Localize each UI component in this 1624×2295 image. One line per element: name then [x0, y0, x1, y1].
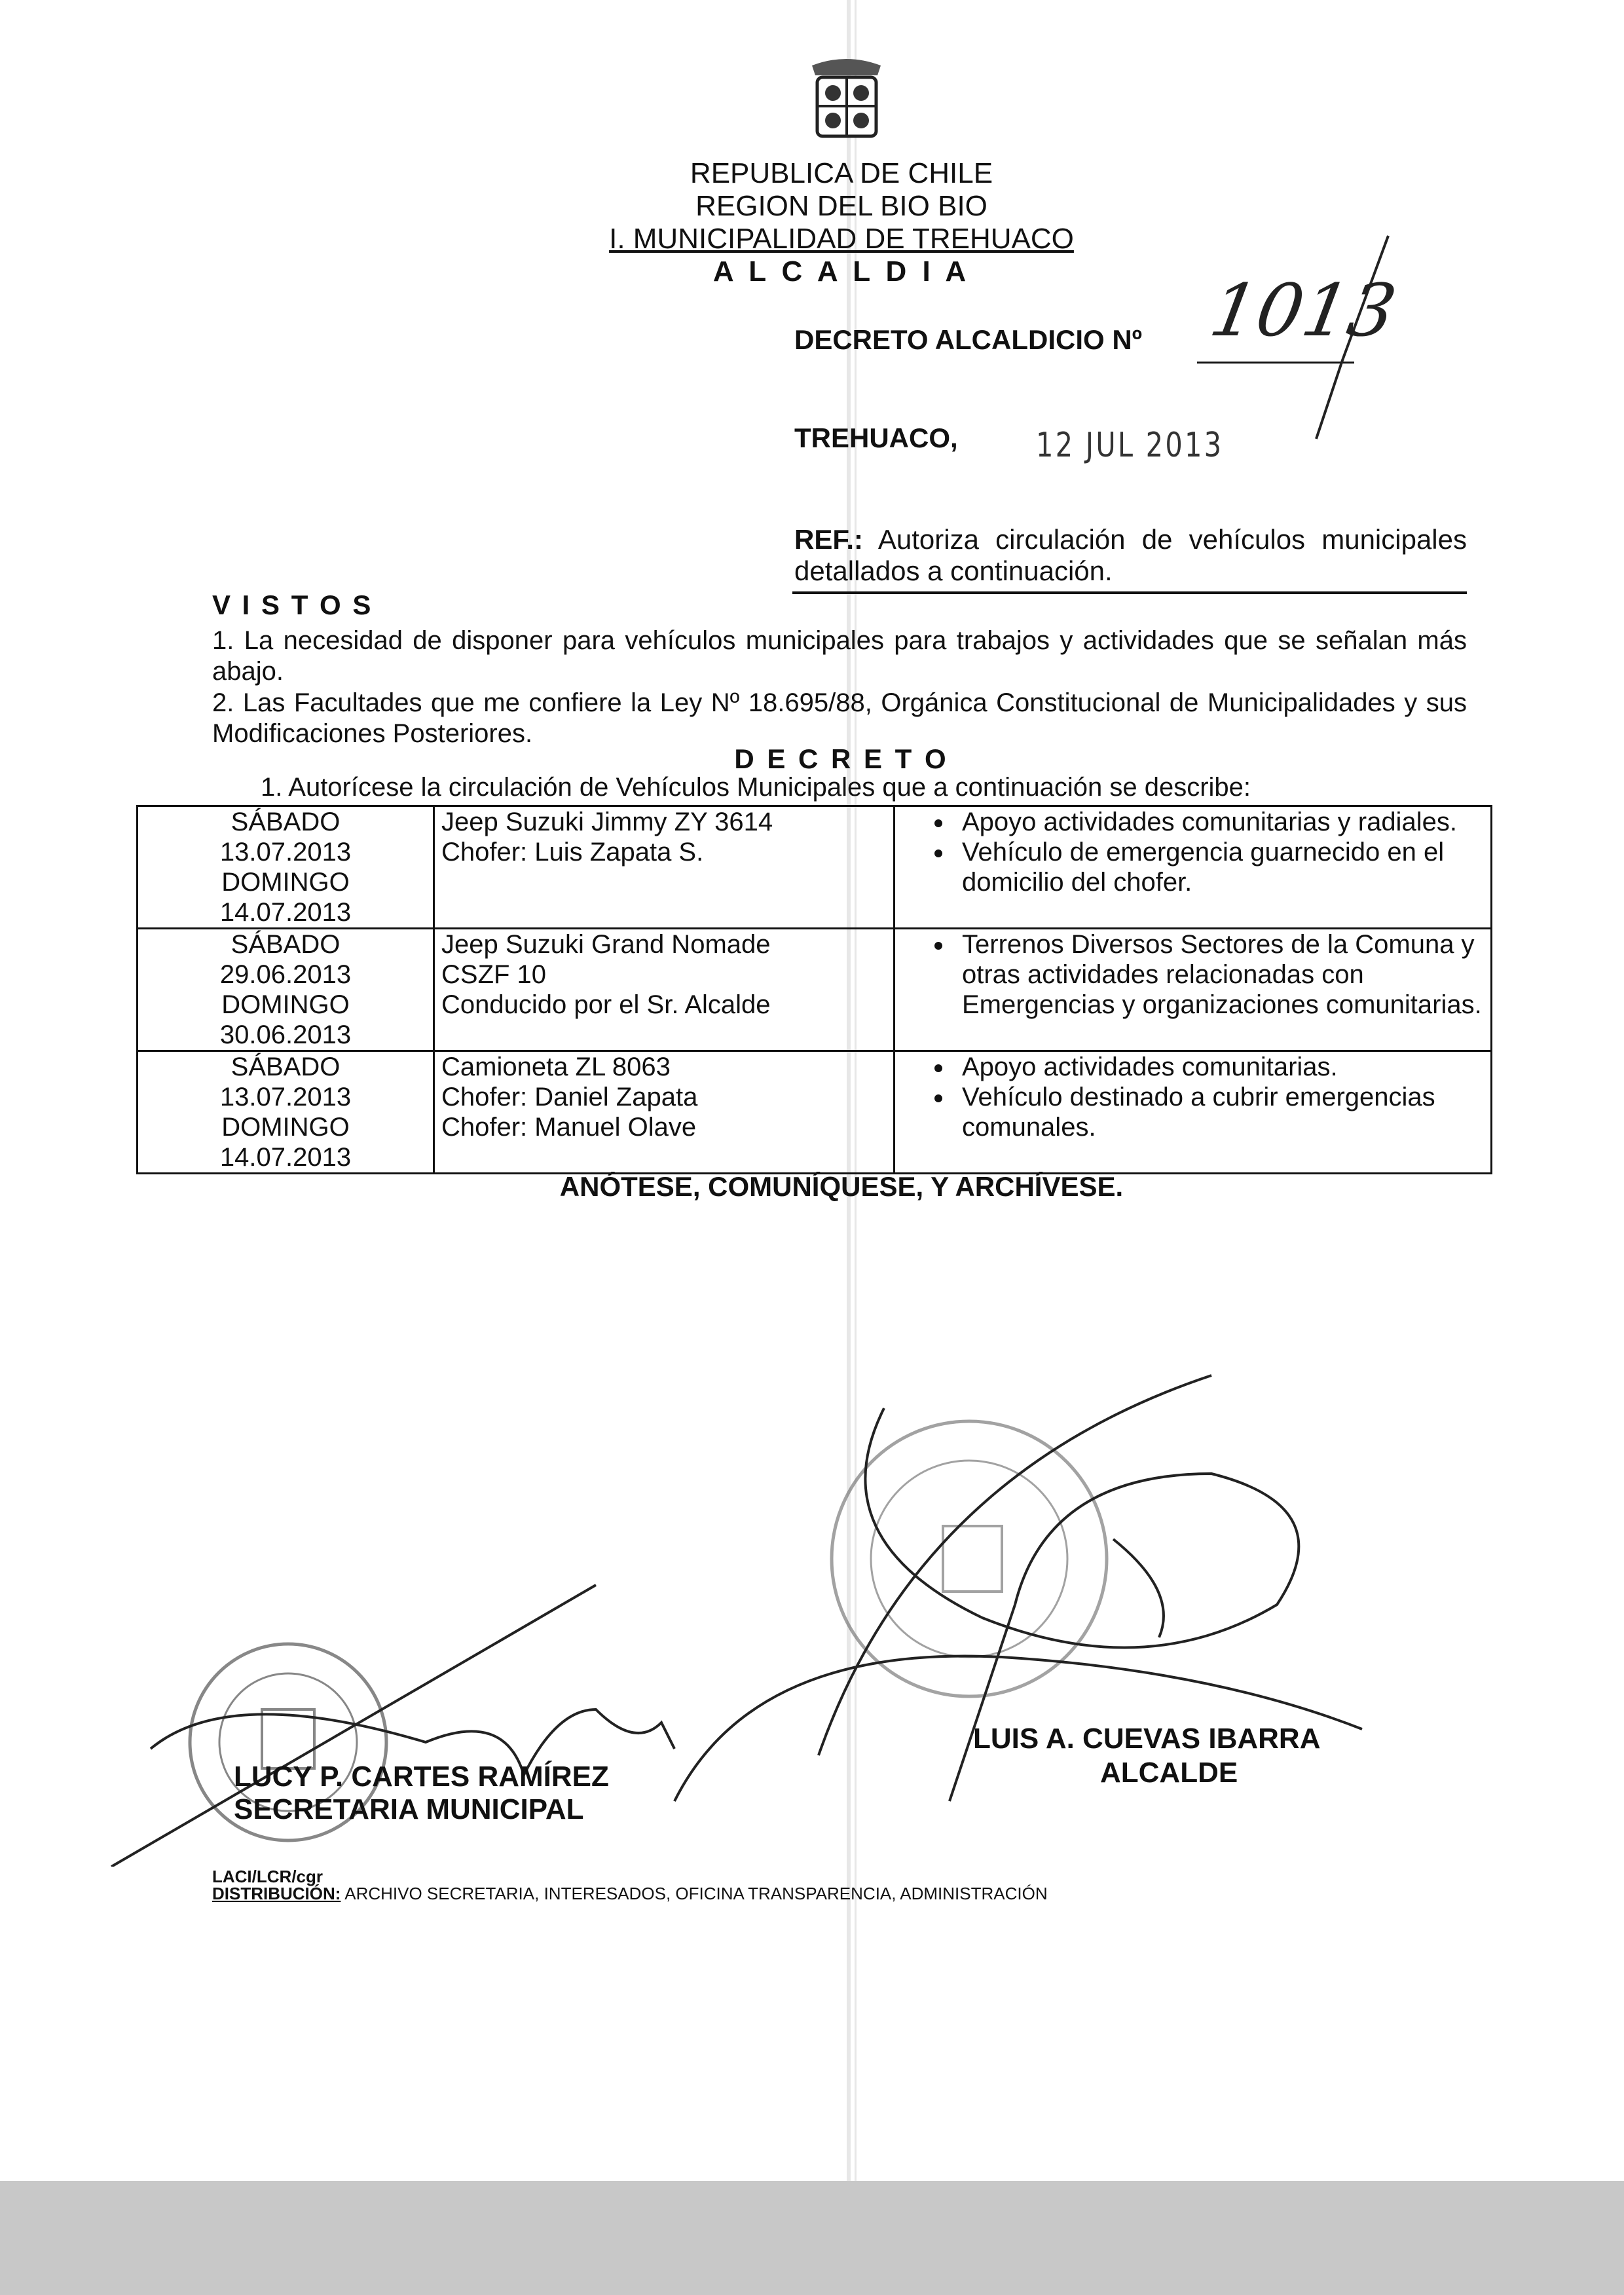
- date-line: SÁBADO: [231, 808, 341, 836]
- decree-number-handwritten: 1013: [1204, 269, 1403, 352]
- header-republica: REPUBLICA DE CHILE: [690, 157, 993, 189]
- purpose-cell: [895, 806, 1492, 929]
- reference: [794, 524, 1467, 587]
- vehicles-table: [136, 805, 1492, 1174]
- distribution: [212, 1884, 1048, 1904]
- purpose-cell: [895, 929, 1492, 1051]
- table-row: [138, 929, 1492, 1051]
- date-line: SÁBADO: [231, 930, 341, 959]
- table-row: [138, 806, 1492, 929]
- vistos-title: V I S T O S: [212, 589, 373, 620]
- date-line: SÁBADO: [231, 1053, 341, 1081]
- vehicle-cell: [434, 929, 895, 1051]
- vehicle-cell: [434, 1051, 895, 1174]
- purpose-item: • Vehículo destinado a cubrir emergencias comunales.: [954, 1082, 1484, 1142]
- table-row: [138, 1051, 1492, 1174]
- vistos-item-2: 2. Las Facultades que me confiere la Ley Nº 18.695/88, Orgánica Constitucional de Municipalidades y sus Modificaciones Posteriores.: [212, 688, 1467, 748]
- initials: LACI/LCR/cgr: [212, 1867, 323, 1886]
- vehicle-line: Chofer: Luis Zapata S.: [441, 838, 704, 867]
- ref-label: REF.:: [794, 524, 863, 555]
- purpose-cell: [895, 1051, 1492, 1174]
- distribution-text: ARCHIVO SECRETARIA, INTERESADOS, OFICINA TRANSPARENCIA, ADMINISTRACIÓN: [341, 1884, 1048, 1903]
- date-line: DOMINGO: [221, 990, 350, 1019]
- decree-number-label: DECRETO ALCALDICIO Nº: [794, 324, 1143, 355]
- date-line: DOMINGO: [221, 868, 350, 897]
- vehicle-line: Jeep Suzuki Grand Nomade: [441, 930, 771, 959]
- date-line: 14.07.2013: [219, 1143, 352, 1172]
- ref-text: Autoriza circulación de vehículos municipales detallados a continuación.: [794, 524, 1467, 586]
- closing-formula: ANÓTESE, COMUNÍQUESE, Y ARCHÍVESE.: [559, 1171, 1124, 1202]
- purpose-item: • Apoyo actividades comunitarias.: [954, 1052, 1484, 1082]
- vehicle-line: Conducido por el Sr. Alcalde: [441, 990, 771, 1019]
- scan-bottom-band: [0, 2181, 1624, 2295]
- decreto-title: D E C R E T O: [734, 743, 949, 774]
- dates-cell: [138, 929, 434, 1051]
- purpose-item: • Apoyo actividades comunitarias y radiales.: [954, 807, 1484, 837]
- vehicle-line: Chofer: Daniel Zapata: [441, 1083, 698, 1111]
- date-stamp: 12 JUL 2013: [1036, 426, 1224, 465]
- vistos-item-1: 1. La necesidad de disponer para vehículos municipales para trabajos y actividades que se señalan más abajo.: [212, 626, 1467, 686]
- right-signer-title: ALCALDE: [1100, 1757, 1238, 1789]
- header-municipality: I. MUNICIPALIDAD DE TREHUACO: [609, 223, 1074, 255]
- distribution-label: DISTRIBUCIÓN:: [212, 1884, 341, 1903]
- purpose-item: • Terrenos Diversos Sectores de la Comuna y otras actividades relacionadas con Emergencias y organizaciones comunitarias.: [954, 929, 1484, 1020]
- date-line: DOMINGO: [221, 1113, 350, 1142]
- vehicle-line: Camioneta ZL 8063: [441, 1053, 671, 1081]
- dates-cell: [138, 1051, 434, 1174]
- date-line: 29.06.2013: [219, 960, 352, 989]
- vehicle-line: Chofer: Manuel Olave: [441, 1113, 697, 1142]
- date-line: 30.06.2013: [219, 1020, 352, 1049]
- ref-underline: [792, 591, 1467, 594]
- header-region: REGION DEL BIO BIO: [695, 190, 987, 222]
- date-line: 13.07.2013: [219, 1083, 352, 1111]
- decreto-intro: 1. Autorícese la circulación de Vehículos Municipales que a continuación se describe:: [261, 773, 1251, 802]
- date-line: 14.07.2013: [219, 898, 352, 927]
- coat-of-arms-icon: [805, 52, 887, 147]
- vehicle-line: CSZF 10: [441, 960, 547, 989]
- purpose-item: • Vehículo de emergencia guarnecido en el domicilio del chofer.: [954, 837, 1484, 897]
- right-signer-name: LUIS A. CUEVAS IBARRA: [973, 1723, 1321, 1755]
- place-label: TREHUACO,: [794, 422, 958, 453]
- handwritten-slash: [1270, 229, 1401, 445]
- vehicle-line: Jeep Suzuki Jimmy ZY 3614: [441, 808, 773, 836]
- left-signer-name: LUCY P. CARTES RAMÍREZ: [234, 1761, 609, 1793]
- header-alcaldia: A L C A L D I A: [712, 255, 970, 288]
- dates-cell: [138, 806, 434, 929]
- vehicle-cell: [434, 806, 895, 929]
- left-signer-title: SECRETARIA MUNICIPAL: [234, 1793, 584, 1825]
- date-line: 13.07.2013: [219, 838, 352, 867]
